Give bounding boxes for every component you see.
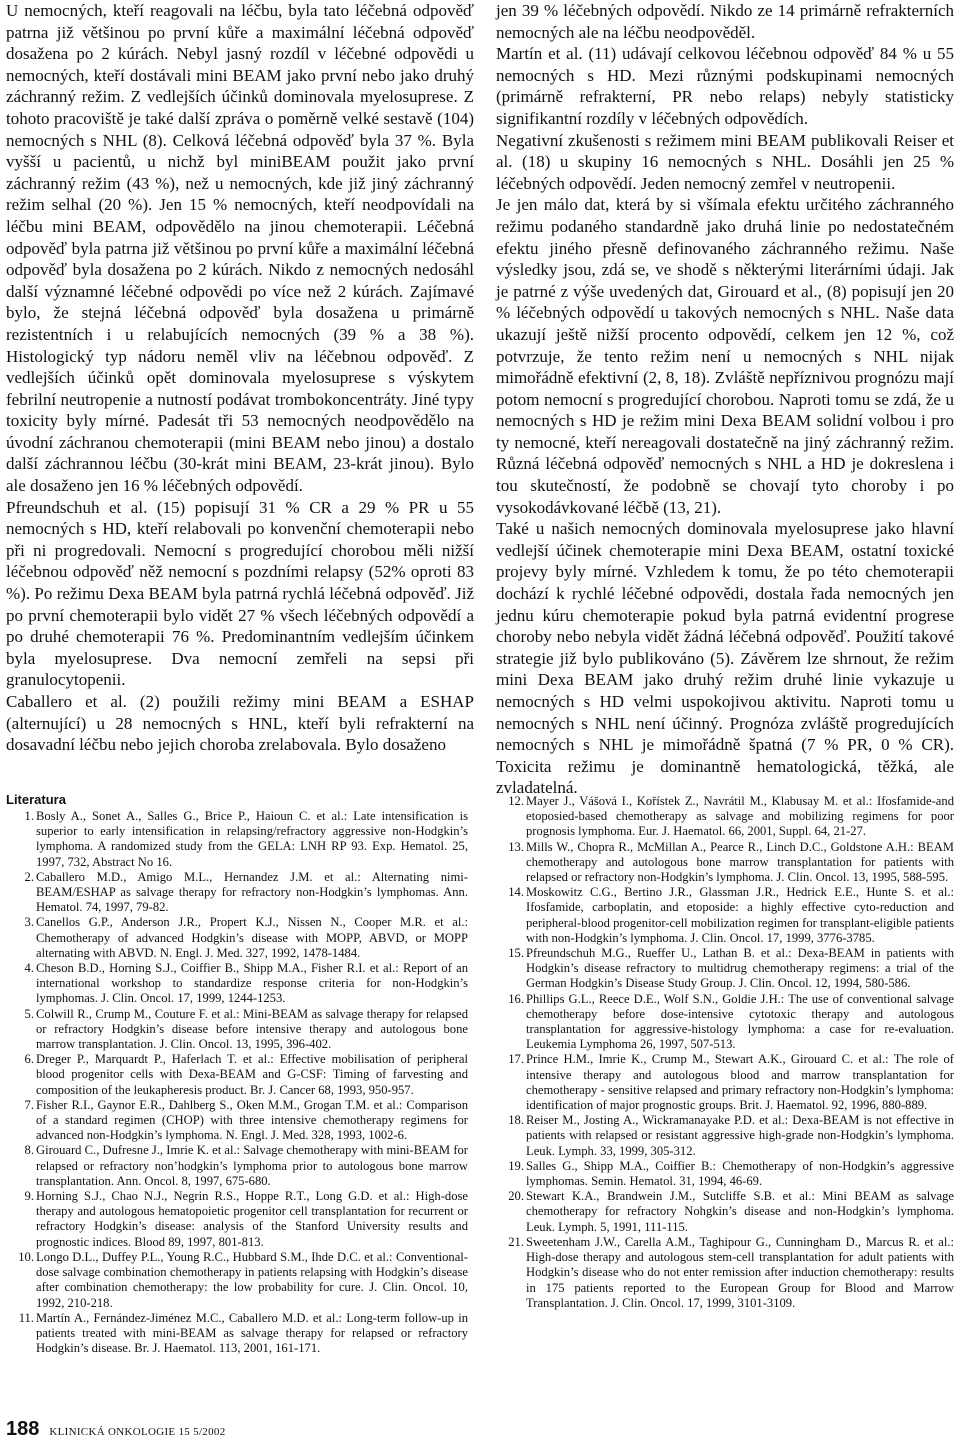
reference-text: Salles G., Shipp M.A., Coiffier B.: Chemotherapy of non-Hodgkin’s aggressive lymphomas. Semin. Hematol. 31, 1994, 46-69. (526, 1158, 954, 1189)
reference-text: Dreger P., Marquardt P., Haferlach T. et al.: Effective mobilisation of peripheral blood progenitor cells with Dexa-BEAM and G-CSF: Timing of farvesting and composition of the leukapheresis product. Br. J. Cancer 68, 1993, 950-957. (36, 1052, 468, 1097)
reference-number: 5. (24, 1006, 34, 1021)
reference-text: Mills W., Chopra R., McMillan A., Pearce R., Linch D.C., Goldstone A.H.: BEAM chemotherapy and autologous bone marrow transplantation for patients with relapsed or refractory non-Hodgkin’s lymphoma. J. Clin. Oncol. 13, 1995, 588-595. (526, 839, 954, 885)
left-text-column (6, 0, 474, 756)
reference-item (496, 1052, 954, 1113)
reference-item (6, 1098, 468, 1144)
journal-name: KLINICKÁ ONKOLOGIE 15 5/2002 (49, 1426, 226, 1438)
reference-text: Martín A., Fernández-Jiménez M.C., Caballero M.D. et al.: Long-term follow-up in patients treated with mini-BEAM as salvage therapy for relapsed or refractory Hodgkin’s disease. Br. J. Haematol. 113, 2001, 161-171. (36, 1310, 468, 1356)
references-heading: Literatura (6, 792, 66, 807)
reference-list (6, 809, 468, 1356)
right-text-column (496, 0, 954, 799)
reference-number: 4. (24, 961, 34, 976)
reference-text: Stewart K.A., Brandwein J.M., Sutcliffe S.B. et al.: Mini BEAM as salvage chemotherapy for refractory Nohgkin’s disease and non-Hodgkin’s lymphoma. Leuk. Lymph. 5, 1991, 111-115. (526, 1189, 954, 1234)
reference-number: 13. (508, 839, 524, 854)
reference-item (496, 946, 954, 992)
reference-item (496, 840, 954, 886)
reference-number: 16. (508, 991, 524, 1006)
reference-number: 14. (508, 885, 524, 900)
paragraph: Caballero et al. (2) použili režimy mini BEAM a ESHAP (alternující) u 28 nemocných s HNL, kteří byli refrakterní na dosavadní léčbu nebo jejich choroba zrelabovala. Bylo dosaženo (6, 692, 474, 755)
reference-text: Caballero M.D., Amigo M.L., Hernandez J.M. et al.: Alternating nimi-BEAM/ESHAP as salvage therapy for refractory non-Hodgkin’s lymphomas. Ann. Hematol. 74, 1997, 79-82. (36, 869, 468, 915)
reference-number: 21. (508, 1234, 524, 1249)
references-right-column (496, 794, 954, 1311)
reference-number: 15. (508, 946, 524, 961)
reference-number: 19. (508, 1158, 524, 1173)
references-left-column (6, 792, 468, 1356)
reference-text: Mayer J., Vášová I., Kořístek Z., Navrátil M., Klabusay M. et al.: Ifosfamide-and etoposied-based chemotherapy as salvage and mobilizing regimens for poor prognosis lymphoma. Eur. J. Haematol. 66, 2001, Suppl. 64, 21-27. (526, 794, 954, 839)
reference-item (496, 794, 954, 840)
paragraph: Je jen málo dat, která by si všímala efektu určitého záchranného režimu podaného standardně jako druhá linie po nedostatečném efektu jiného přesně definovaného záchranného režimu. Naše výsledky jsou, zdá se, ve shodě s některými literárními údaji. Jak je patrné z výše uvedených dat, Girouard et al., (8) popisují jen 20 % léčebných odpovědí u takových nemocných s NHL. Naše data ukazují ještě nižší procento odpovědí, celkem jen 12 %, což potvrzuje, že tento režim není u nemocných s NHL nijak mimořádně efektivní (2, 8, 18). Zvláště nepříznivou prognózu mají potom nemocní s progredující chorobou. Naproti tomu se zdá, že u nemocných s HD je režim mini Dexa BEAM solidní volbou i pro ty nemocné, kteří nereagovali dostatečně na jiný záchranný režim. Různá léčebná odpověď nemocných s NHL a HD je dokreslena i tou skutečností, že podobně se chovají tyto choroby i po vysokodávkované léčbě (13, 21). (496, 195, 954, 517)
reference-number: 2. (24, 869, 34, 884)
page-footer (6, 1418, 226, 1441)
reference-item (496, 1189, 954, 1235)
reference-item (6, 1143, 468, 1189)
reference-item (6, 1311, 468, 1357)
reference-number: 12. (508, 794, 524, 808)
reference-text: Colwill R., Crump M., Couture F. et al.: Mini-BEAM as salvage therapy for relapsed or refractory Hodgkin’s disease before intensive therapy and autologous bone marrow transplantation. J. Clin. Oncol. 13, 1995, 396-402. (36, 1006, 468, 1052)
reference-text: Sweetenham J.W., Carella A.M., Taghipour G., Cunningham D., Marcus R. et al.: High-dose therapy and autologous stem-cell transplantation for adult patients with Hodgkin’s disease who do not enter remission after induction chemotherapy: results in 175 patients reported to the European Group for Blood and Marrow Transplantation. J. Clin. Oncol. 17, 1999, 3101-3109. (526, 1234, 954, 1310)
reference-number: 6. (24, 1052, 34, 1067)
reference-list (496, 794, 954, 1311)
reference-text: Longo D.L., Duffey P.L., Young R.C., Hubbard S.M., Ihde D.C. et al.: Conventional-dose salvage combination chemotherapy in patients relapsing with Hodgkin’s disease after combination chemotherapy: the low probability for cure. J. Clin. Oncol. 10, 1992, 210-218. (36, 1249, 468, 1310)
reference-item (496, 1113, 954, 1159)
reference-item (6, 1250, 468, 1311)
paragraph: Pfreundschuh et al. (15) popisují 31 % CR a 29 % PR u 55 nemocných s HD, kteří relabovali po konvenční chemoterapii nebo při ni progredovali. Nemocní s progredující chorobou měli nižší léčebnou odpověď něž nemocní s pozdními relapsy (52% oproti 83 %). Po režimu Dexa BEAM byla patrná rychlá léčebná odpověď. Již po první chemoterapii bylo vidět 27 % všech léčebných odpovědí a po druhé chemoterapii 76 %. Predominantním vedlejším účinkem byla myelosuprese. Dva nemocní zemřeli na sepsi při granulocytopenii. (6, 497, 474, 690)
paragraph: Také u našich nemocných dominovala myelosuprese jako hlavní vedlejší účinek chemoterapie mini Dexa BEAM, ostatní toxické projevy byly mírné. Vzhledem k tomu, že po této chemoterapii dochází k rychlé léčebné odpovědi, dostala řada nemocných jen jednu kúru chemoterapie pokud byla patrná evidentní progrese choroby nebo nebyla vidět žádná léčebná odpověď. Použití takové strategie již bylo publikováno (5). Závěrem lze shrnout, že režim mini Dexa BEAM jako druhý režim druhé linie vykazuje u nemocných s HD velmi uspokojivou aktivitu. Naproti tomu u nemocných s NHL není účinný. Prognóza zvláště progredujících nemocných s NHL je mimořádně špatná (7 % PR, 0 % CR). Toxicita režimu je dominantně hematologická, těžká, ale zvladatelná. (496, 519, 954, 798)
reference-item (496, 885, 954, 946)
reference-text: Fisher R.I., Gaynor E.R., Dahlberg S., Oken M.M., Grogan T.M. et al.: Comparison of a standard regimen (CHOP) with three intensive chemotherapy regimens for advanced non-Hodgkin’s lymphoma. N. Engl. J. Med. 328, 1993, 1002-6. (36, 1097, 468, 1143)
reference-text: Moskowitz C.G., Bertino J.R., Glassman J.R., Hedrick E.E., Hunte S. et al.: Ifosfamide, carboplatin, and etoposide: a highly effective cyto-reduction and peripheral-blood progenitor-cell mobilization regimen for transplant-eligible patients with non-Hodgkin’s lymphoma. J. Clin. Oncol. 17, 1999, 3776-3785. (526, 885, 954, 945)
reference-number: 17. (508, 1052, 524, 1067)
reference-item (6, 1052, 468, 1098)
reference-text: Prince H.M., Imrie K., Crump M., Stewart A.K., Girouard C. et al.: The role of intensive therapy and autologous blood and marrow transplantation for chemotherapy - sensitive relapsed and primary refractory non-Hodgkin’s lymphoma: identification of major prognostic groups. Brit. J. Haematol. 92, 1996, 880-889. (526, 1052, 954, 1113)
reference-item (496, 1159, 954, 1189)
reference-text: Cheson B.D., Horning S.J., Coiffier B., Shipp M.A., Fisher R.I. et al.: Report of an international workshop to standardize response criteria for non-Hodgkin’s lymphomas. J. Clin. Oncol. 17, 1999, 1244-1253. (36, 961, 468, 1006)
paragraph: jen 39 % léčebných odpovědí. Nikdo ze 14 primárně refrakterních nemocných ale na léčbu neodpověděl. (496, 1, 954, 42)
reference-number: 7. (24, 1097, 34, 1112)
reference-text: Canellos G.P., Anderson J.R., Propert K.J., Nissen N., Cooper M.R. et al.: Chemotherapy of advanced Hodgkin’s disease with MOPP, ABVD, or MOPP alternating with ABVD. N. Engl. J. Med. 327, 1992, 1478-1484. (36, 915, 468, 960)
paragraph: Martín et al. (11) udávají celkovou léčebnou odpověď 84 % u 55 nemocných s HD. Mezi různými podskupinami nemocných (primárně refrakterní, PR nebo relaps) nebyly statisticky signifikantní rozdíly v léčebných odpovědích. (496, 44, 954, 128)
paragraph: U nemocných, kteří reagovali na léčbu, byla tato léčebná odpověď patrna již většinou po první kůře a maximální léčebná odpověď dosažena po 2 kúrách. Nebyl jasný rozdíl v léčebné odpovědi u nemocných, kteří dostávali mini BEAM jako první nebo jako druhý záchranný režim. Z vedlejších účinků dominovala myelosuprese. Z tohoto pracoviště je také další zpráva o poměrně velké sestavě (104) nemocných s NHL (8). Celková léčebná odpověď byla 37 %. Byla vyšší u pacientů, u nichž byl miniBEAM použit jako první záchranný režim (43 %), než u nemocných, kde již jiný záchranný režim selhal (20 %). Jen 15 % nemocných, kteří neodpovídali na léčbu mini BEAM, odpovědělo na jinou chemoterapii. Léčebná odpověď byla patrna již většinou po první kůře a maximální léčebná odpověď byla dosažena po 2 kúrách. Nikdo z nemocných nedosáhl další významné léčebné odpovědi po více než 2 kúrách. Zajímavé bylo, že stejná léčebná odpověď byla dosažena u primárně rezistentních i u relabujících nemocných (39 % a 38 %). Histologický typ nádoru neměl vliv na léčebnou odpověď. Z vedlejších účinků opět dominovala myelosuprese s výskytem febrilní neutropenie a nutností podávat trombokoncentráty. Jiné typy toxicity byly mírné. Padesát tři 53 nemocných neodpovědělo na úvodní záchranou chemoterapii (mini BEAM nebo jinou) a dostalo další záchrannou léčbu (30-krát mini BEAM, 23-krát jinou). Bylo ale dosaženo jen 16 % léčebných odpovědí. (6, 1, 474, 496)
reference-number: 20. (508, 1189, 524, 1204)
reference-text: Reiser M., Josting A., Wickramanayake P.D. et al.: Dexa-BEAM is not effective in patients with relapsed or resistant aggressive high-grade non-Hodgkin’s lymphoma. Leuk. Lymph. 33, 1999, 305-312. (526, 1113, 954, 1158)
reference-item (6, 1007, 468, 1053)
reference-number: 10. (18, 1249, 34, 1264)
reference-text: Phillips G.L., Reece D.E., Wolf S.N., Goldie J.H.: The use of conventional salvage chemotherapy before dose-intensive cytotoxic therapy and autologous transplantation for aggressive-histology lymphoma: a case for re-evaluation. Leukemia Lymphoma 26, 1997, 507-513. (526, 991, 954, 1052)
reference-item (6, 870, 468, 916)
reference-item (6, 809, 468, 870)
reference-text: Girouard C., Dufresne J., Imrie K. et al.: Salvage chemotherapy with mini-BEAM for relapsed or refractory non’hodgkin’s lymphoma prior to autologous bone marrow transplantation. Ann. Oncol. 8, 1997, 675-680. (36, 1143, 468, 1188)
reference-text: Pfreundschuh M.G., Rueffer U., Lathan B. et al.: Dexa-BEAM in patients with Hodgkin’s disease refractory to multidrug chemotherapy regimens: a trial of the German Hodgkin’s Disease Study Group. J. Clin. Oncol. 12, 1994, 580-586. (526, 946, 954, 991)
page-number: 188 (6, 1418, 40, 1440)
reference-number: 9. (24, 1189, 34, 1204)
reference-number: 11. (18, 1310, 34, 1325)
reference-item (6, 915, 468, 961)
reference-item (6, 1189, 468, 1250)
reference-number: 18. (508, 1113, 524, 1128)
paragraph: Negativní zkušenosti s režimem mini BEAM publikovali Reiser et al. (18) u skupiny 16 nemocných s NHL. Dosáhli jen 25 % léčebných odpovědí. Jeden nemocný zemřel v neutropenii. (496, 130, 954, 193)
reference-number: 3. (24, 915, 34, 930)
reference-item (496, 992, 954, 1053)
reference-item (496, 1235, 954, 1311)
reference-text: Horning S.J., Chao N.J., Negrin R.S., Hoppe R.T., Long G.D. et al.: High-dose therapy and autologous hematopoietic progenitor cell transplantation for recurrent or refractory Hodgkin’s disease: analysis of the Stanford University results and prognostic indices. Blood 89, 1997, 801-813. (36, 1189, 468, 1249)
reference-number: 8. (24, 1143, 34, 1158)
reference-text: Bosly A., Sonet A., Salles G., Brice P., Haioun C. et al.: Late intensification is superior to early intensification in relapsing/refractory aggressive non-Hodgkin’s lymphoma. A randomized study from the GELA: LNH RP 93. Exp. Hematol. 25, 1997, 732, Abstract No 16. (36, 809, 468, 869)
reference-number: 1. (24, 809, 34, 823)
reference-item (6, 961, 468, 1007)
